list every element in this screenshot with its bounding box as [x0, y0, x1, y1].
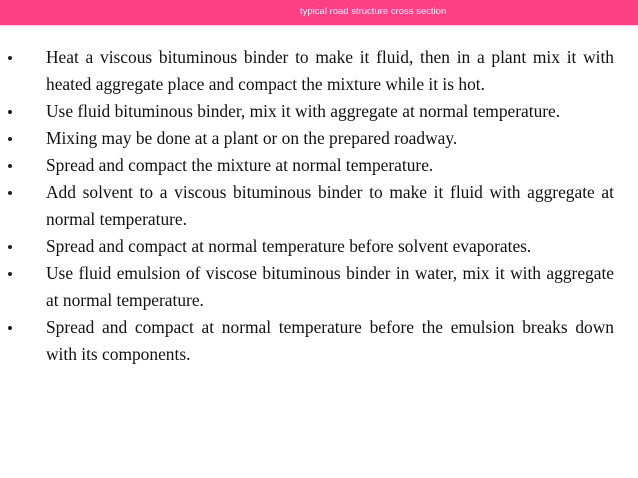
bullet-dot-icon — [8, 56, 12, 60]
bullet-item-7 — [0, 260, 638, 314]
bullet-dot-icon — [8, 326, 12, 330]
bullet-item-3 — [0, 125, 638, 152]
bullet-dot-icon — [8, 272, 12, 276]
bullet-text: Use fluid emulsion of viscose bituminous binder in water, mix it with aggregate at normal temperature. — [46, 263, 614, 310]
bullet-item-2 — [0, 98, 638, 125]
bullet-item-8 — [0, 314, 638, 368]
bullet-item-4 — [0, 152, 638, 179]
bullet-dot-icon — [8, 245, 12, 249]
header-bar — [0, 0, 638, 25]
bullet-text: Spread and compact at normal temperature before solvent evaporates. — [46, 236, 532, 256]
bullet-dot-icon — [8, 191, 12, 195]
bullet-text: Mixing may be done at a plant or on the prepared roadway. — [46, 128, 458, 148]
bullet-text: Use fluid bituminous binder, mix it with aggregate at normal temperature. — [46, 101, 561, 121]
bullet-dot-icon — [8, 164, 12, 168]
bullet-item-1 — [0, 44, 638, 98]
bullet-item-5 — [0, 179, 638, 233]
bullet-text: Spread and compact at normal temperature before the emulsion breaks down with its components. — [46, 317, 614, 364]
bullet-dot-icon — [8, 110, 12, 114]
bullet-item-6 — [0, 233, 638, 260]
slide-header-title: typical road structure cross section — [300, 6, 447, 17]
bullet-list — [0, 44, 638, 368]
bullet-text: Spread and compact the mixture at normal temperature. — [46, 155, 434, 175]
bullet-text: Add solvent to a viscous bituminous binder to make it fluid with aggregate at normal temperature. — [46, 182, 614, 229]
bullet-dot-icon — [8, 137, 12, 141]
bullet-text: Heat a viscous bituminous binder to make it fluid, then in a plant mix it with heated aggregate place and compact the mixture while it is hot. — [46, 47, 614, 94]
